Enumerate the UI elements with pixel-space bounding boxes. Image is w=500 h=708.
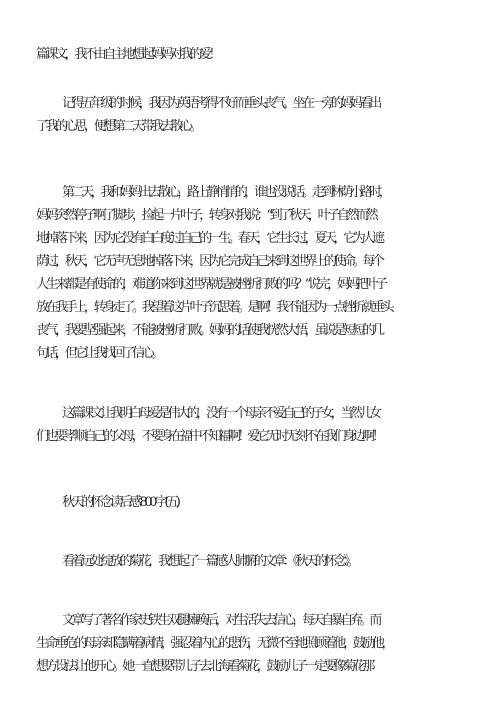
paragraph-4-line-2: 们也要孝顺自己的父母，不要身在福中不知福啊！爱它无时无刻不在我们身边啊！ [36,429,382,444]
paragraph-3-line-8: 句话，但它让我找回了信心。 [36,346,161,361]
paragraph-2-line-1: 记得五年级的时候，我因为英语考得不好而垂头丧气。坐在一旁的妈妈看出 [62,96,379,111]
paragraph-3-line-1: 第二天，我和妈妈出去散心，路上静悄悄的，谁也没说话。走到林荫小路时， [62,185,389,200]
paragraph-4-line-1: 这篇课文让我明白母爱是伟大的，没有一个母亲不爱自己的子女，当然儿女 [62,406,379,421]
paragraph-3-line-2: 妈妈突然停子啊了脚步，捡起一片叶子，转身对我说：“到了秋天，叶子自然而然 [36,208,376,223]
paragraph-7-line-1: 文章写了著名作家史铁生双腿瘫痪后，对生活失去信心，每天自暴自弃。而 [62,613,379,628]
paragraph-6-line-1: 看着远处绽放的菊花，我想起了一篇感人肺腑的文章：《秋天的怀念》。 [62,554,357,569]
paragraph-3-line-4: 荫过，秋天，它无声无息地掉落下来，因为它完成自己来到这世界上的使命。每个 [36,254,382,269]
section-heading: 秋天的怀念读后感 800 字(五) [62,495,178,510]
paragraph-2-line-2: 了我的心思，便想第二天带我去散心。 [36,119,200,134]
paragraph-3-line-5: 人生来都是有使命的，难道你来到这世界就是被挫折打败的吗？”说完，妈妈把叶子 [36,277,385,292]
paragraph-7-line-2: 生命垂危的母亲却隐瞒着病情，强忍着内心的悲伤，无微不至地照顾着他，鼓励他， [36,636,392,651]
paragraph-1-line-1: 篇课文，我不由自主地想起妈妈对我的爱！ [36,47,219,62]
paragraph-3-line-6: 放在我手上，转身走了。我望着这片叶子沉思着。是啊！我不能因为一点挫折就垂头 [36,300,392,315]
paragraph-7-line-3: 想方设法让他开心。她一直想要带儿子去北海看菊花，鼓励儿子一定要像菊花那 [36,659,373,674]
paragraph-3-line-3: 地掉落下来，因为它没有白白度过自己的一生。春天，它生长过，夏天，它为人遮 [36,231,382,246]
paragraph-3-line-7: 丧气，我要坚强起来，不能被挫折打败。妈妈的话使我恍然大悟，虽说是短短的几 [36,323,382,338]
